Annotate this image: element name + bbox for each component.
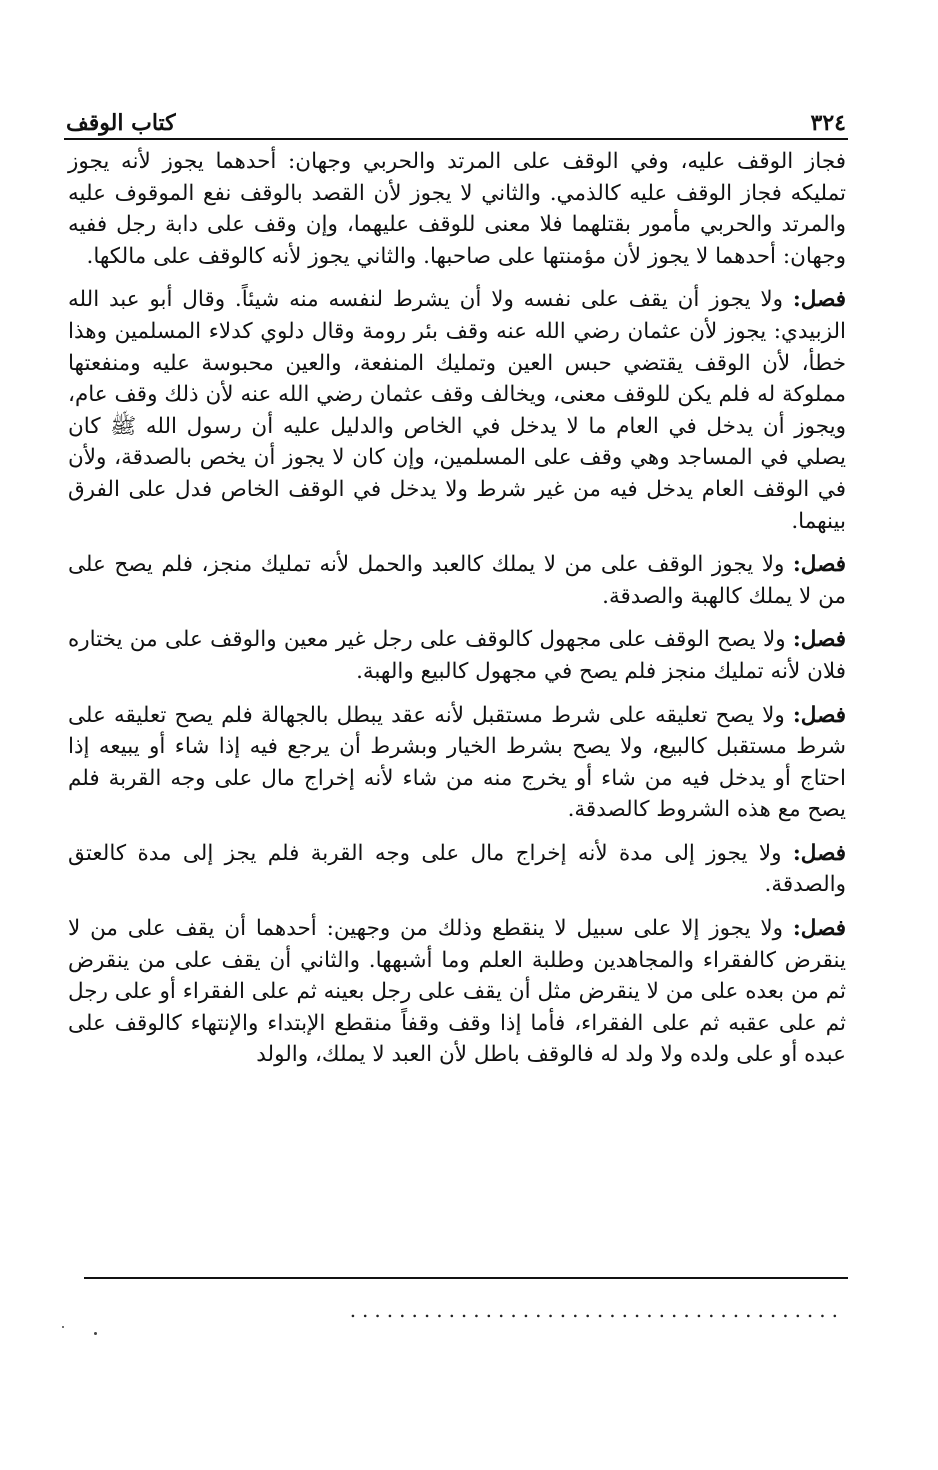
paragraph-section [68, 838, 846, 901]
paragraph-continuation [68, 146, 846, 272]
section-label: فصل: [792, 287, 846, 313]
paragraph-text: ولا يجوز إلى مدة لأنه إخراج مال على وجه القربة فلم يجز إلى مدة كالعتق والصدقة. [68, 840, 846, 898]
scan-speck [62, 1326, 64, 1328]
paragraph-section [68, 284, 846, 537]
paragraph-text: ولا يصح تعليقه على شرط مستقبل لأنه عقد يبطل بالجهالة فلم يصح تعليقه على شرط مستقبل كالبيع، ولا يصح بشرط الخيار وبشرط أن يرجع فيه إذا شاء أو يبيعه إذا احتاج أو يدخل فيه من شاء أو يخرج منه من شاء لأنه إخراج مال على وجه القربة فلم يصح مع هذه الشروط كالصدقة. [68, 702, 846, 823]
running-title: كتاب الوقف [66, 110, 176, 136]
page-header [66, 96, 846, 136]
footnote-rule [84, 1277, 848, 1279]
section-label: فصل: [792, 840, 846, 866]
paragraph-section [68, 624, 846, 687]
section-label: فصل: [792, 552, 846, 578]
paragraph-section [68, 549, 846, 612]
paragraph-section [68, 700, 846, 826]
section-label: فصل: [792, 627, 846, 653]
section-label: فصل: [792, 702, 846, 728]
footnote-dots: ........................................ [349, 1298, 844, 1318]
paragraph-text: ولا يصح الوقف على مجهول كالوقف على رجل غير معين والوقف على من يختاره فلان لأنه تمليك منجز فلم يصح في مجهول كالبيع والهبة. [68, 627, 846, 684]
paragraph-text: ولا يجوز إلا على سبيل لا ينقطع وذلك من وجهين: أحدهما أن يقف على من لا ينقرض كالفقراء والمجاهدين وطلبة العلم وما أشبهها. والثاني أن يقف على من ينقرض ثم من بعده على من لا ينقرض مثل أن يقف على رجل بعينه ثم على الفقراء أو على رجل ثم على عقبه ثم على الفقراء، فأما إذا وقف وقفاً منقطع الإبتداء والإنتهاء كالوقف على عبده أو على ولده ولا ولد له فالوقف باطل لأن العبد لا يملك، والولد [68, 916, 846, 1068]
paragraph-text: ولا يجوز أن يقف على نفسه ولا أن يشرط لنفسه منه شيئاً. وقال أبو عبد الله الزبيدي: يجوز لأن عثمان رضي الله عنه وقف بئر رومة وقال دلوي كدلاء المسلمين وهذا خطأ، لأن الوقف يقتضي حبس العين وتمليك المنفعة، والعين محبوسة عليه ومنفعتها مملوكة له فلم يكن للوقف معنى، ويخالف وقف عثمان رضي الله عنه لأن ذلك وقف عام، ويجوز أن يدخل في العام ما لا يدخل في الخاص والدليل عليه أن رسول الله ﷺ كان يصلي في المساجد وهي وقف على المسلمين، وإن كان لا يجوز أن يخص بالصدقة، ولأن في الوقف العام يدخل فيه من غير شرط ولا يدخل في الوقف الخاص فدل على الفرق بينهما. [68, 287, 846, 534]
paragraph-text: ولا يجوز الوقف على من لا يملك كالعبد والحمل لأنه تمليك منجز، فلم يصح على من لا يملك كالهبة والصدقة. [68, 552, 846, 609]
page-body [68, 146, 846, 1083]
paragraph-section [68, 913, 846, 1071]
page-number: ٣٢٤ [810, 110, 846, 136]
header-rule [64, 138, 848, 140]
scan-speck [94, 1332, 97, 1335]
paragraph-text: فجاز الوقف عليه، وفي الوقف على المرتد والحربي وجهان: أحدهما يجوز لأنه يجوز تمليكه فجاز الوقف عليه كالذمي. والثاني لا يجوز لأن القصد بالوقف نفع الموقوف عليه والمرتد والحربي مأمور بقتلهما فلا معنى للوقف عليهما، وإن وقف على دابة رجل ففيه وجهان: أحدهما لا يجوز لأن مؤمنتها على صاحبها. والثاني يجوز لأنه كالوقف على مالكها. [68, 149, 846, 269]
section-label: فصل: [792, 916, 846, 942]
